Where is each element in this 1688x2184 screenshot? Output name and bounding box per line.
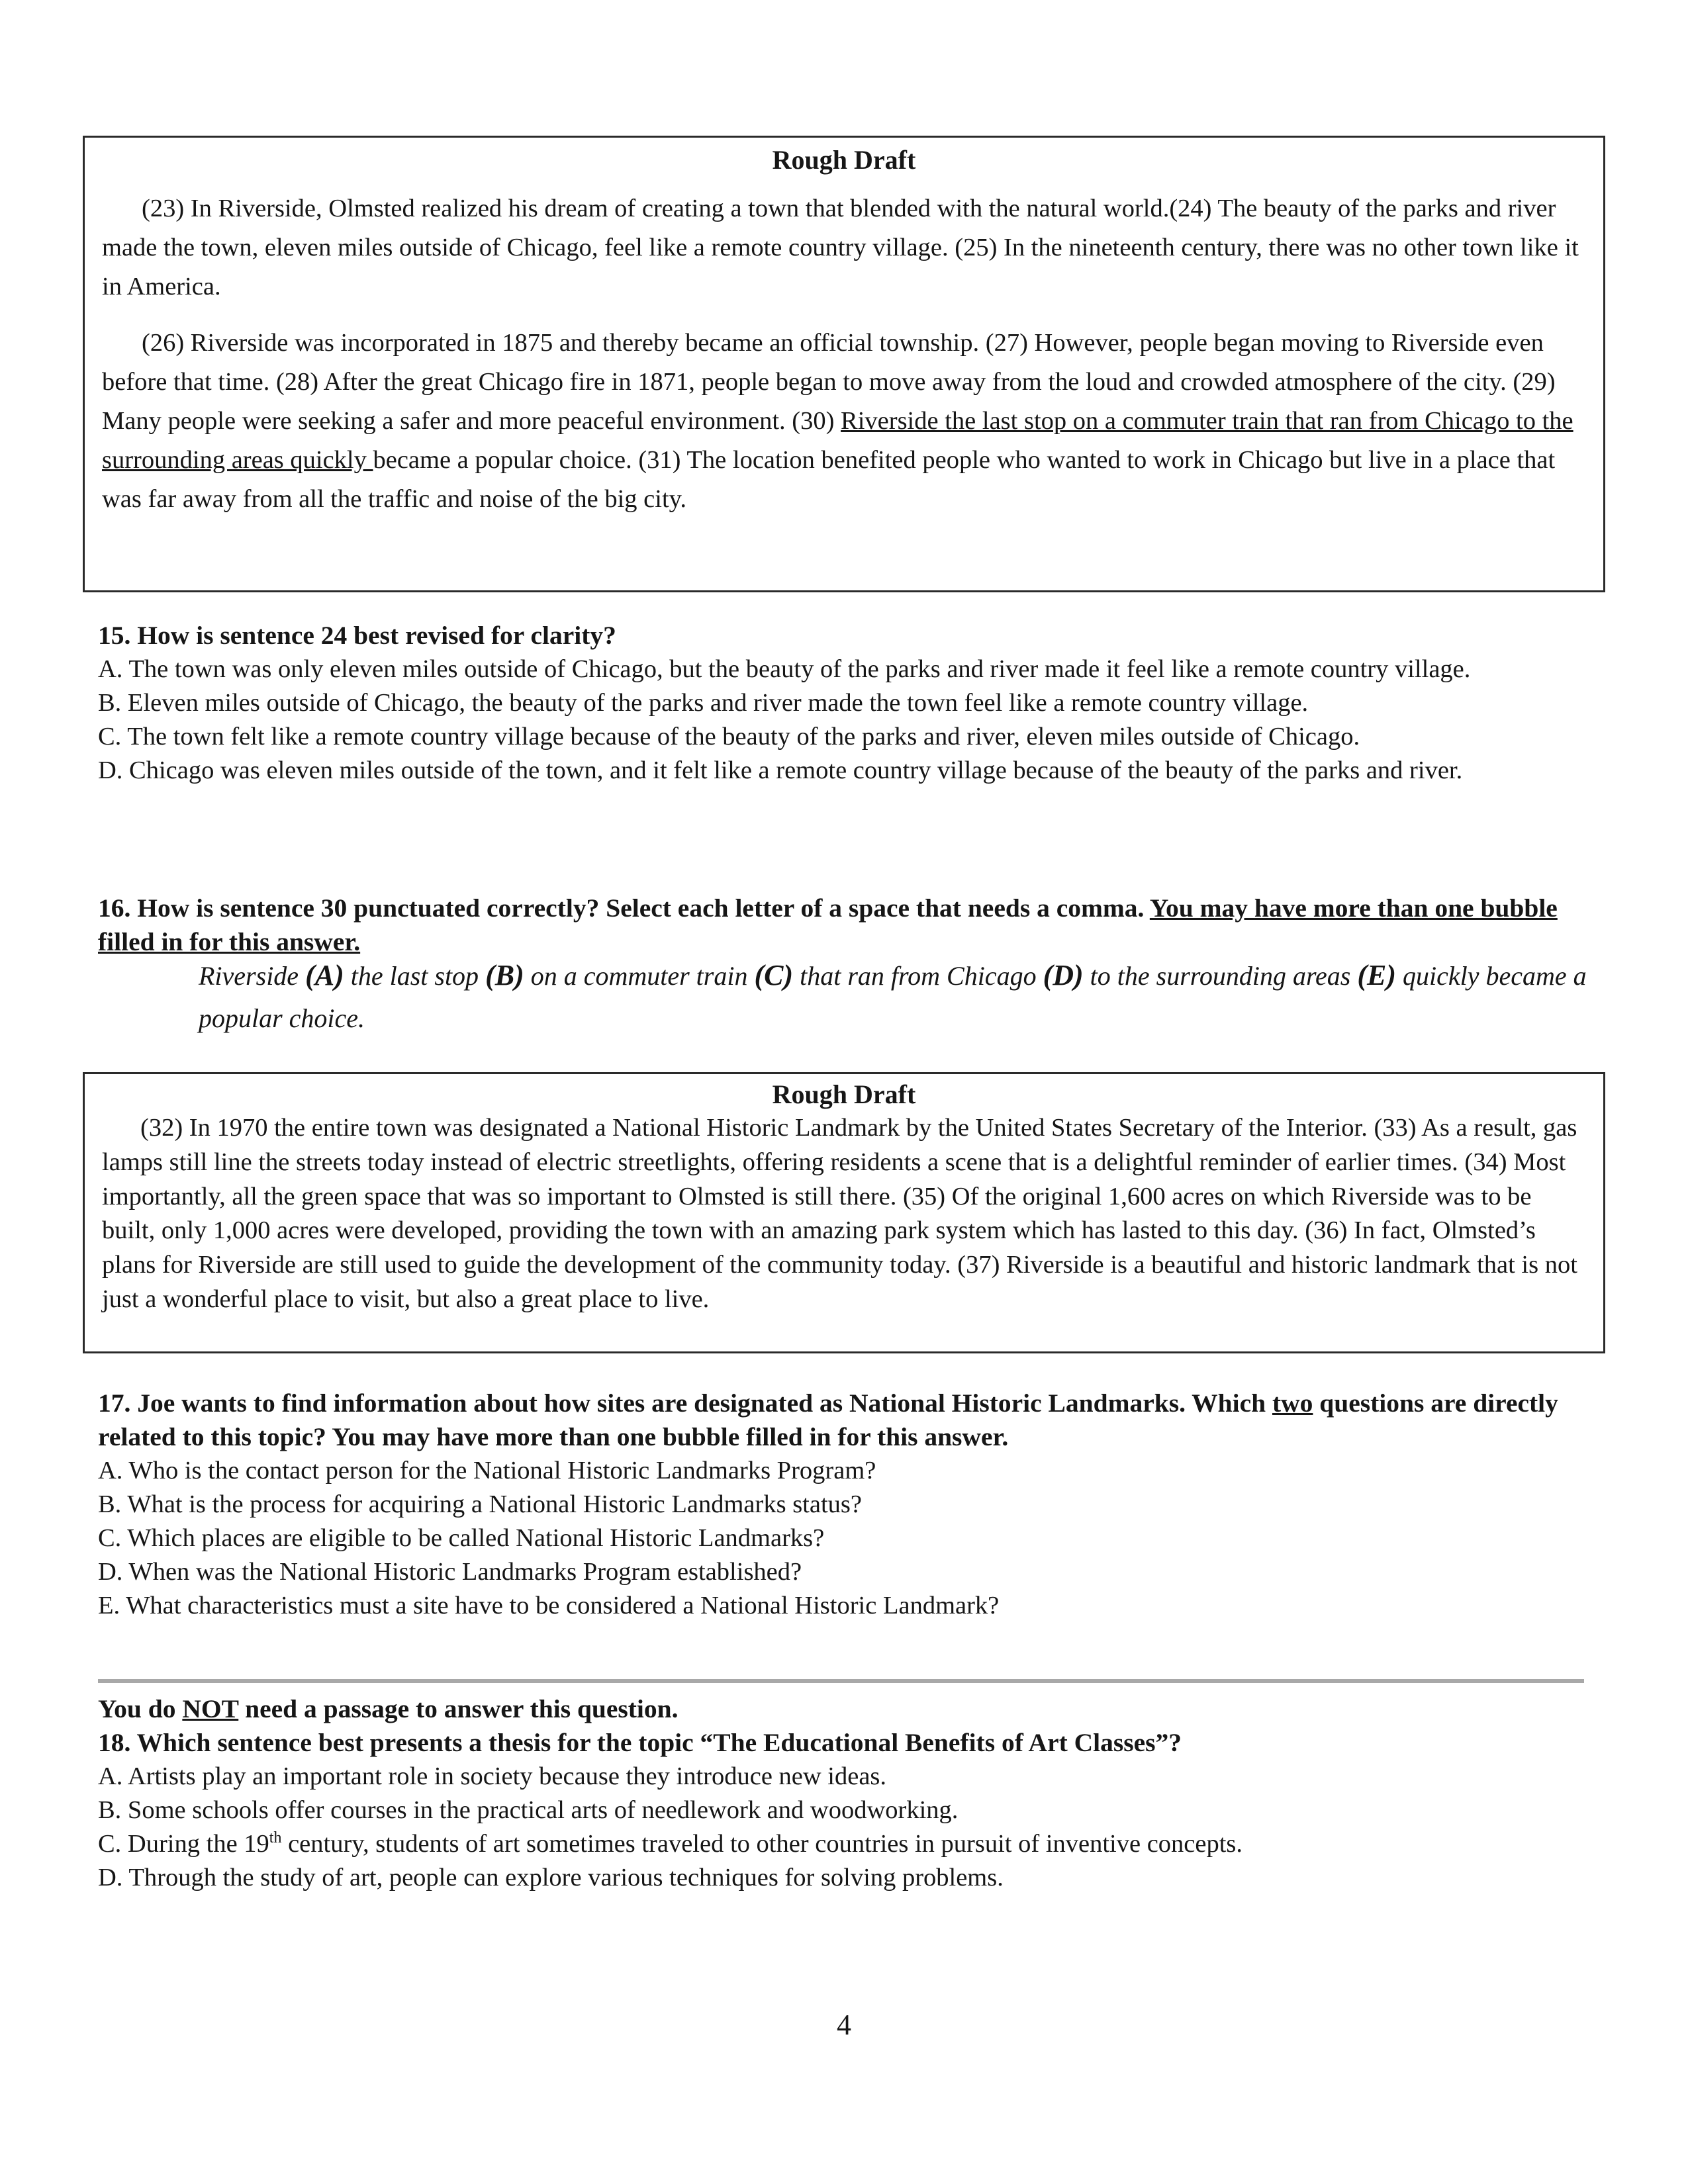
question-16	[98, 891, 1601, 959]
question-15	[98, 619, 1601, 788]
question-15-option-b[interactable]: B. Eleven miles outside of Chicago, the beauty of the parks and river made the town feel like a remote country village.	[98, 689, 1309, 717]
q18-opt-c-after: century, students of art sometimes traveled to other countries in pursuit of inventive concepts.	[281, 1830, 1243, 1858]
comma-space-c[interactable]: (C)	[754, 959, 794, 991]
draft1-p2-text-before: (26) Riverside was incorporated in 1875 and thereby became an official township. (27) However, people began moving to Riverside even before that time. (28) After the great Chicago fire in 1871, people began to move away from the loud and crowded atmosphere of the city. (29) Many people were seeking a safer and more peaceful environment. (30)	[102, 329, 1556, 435]
q16-text-6: quickly became a popular choice.	[199, 961, 1587, 1033]
draft2-paragraph-1: (32) In 1970 the entire town was designated a National Historic Landmark by the United States Secretary of the Interior. (33) As a result, gas lamps still line the streets today instead of electric streetlights, offering residents a scene that is a delightful reminder of earlier times. (34) Most importantly, all the green space that was so important to Olmsted is still there. (35) Of the original 1,600 acres on which Riverside was to be built, only 1,000 acres were developed, providing the town with an amazing park system which has lasted to this day. (36) In fact, Olmsted’s plans for Riverside are still used to guide the development of the community today. (37) Riverside is a beautiful and historic landmark that is not just a wonderful place to visit, but also a great place to live.	[102, 1114, 1577, 1313]
question-17-stem-text-before: 17. Joe wants to find information about how sites are designated as National Historic Landmarks. Which	[98, 1388, 1272, 1418]
question-15-option-a[interactable]: A. The town was only eleven miles outside of Chicago, but the beauty of the parks and river made it feel like a remote country village.	[98, 655, 1471, 683]
question-15-option-d[interactable]: D. Chicago was eleven miles outside of the town, and it felt like a remote country village because of the beauty of the parks and river.	[98, 756, 1463, 784]
q16-text-5: to the surrounding areas	[1083, 961, 1358, 991]
q18-opt-c-sup: th	[269, 1829, 282, 1847]
q16-text-4: that ran from Chicago	[793, 961, 1043, 991]
rough-draft-box-2	[83, 1072, 1605, 1353]
q18-opt-c-before: C. During the 19	[98, 1830, 269, 1858]
question-17-option-a[interactable]: A. Who is the contact person for the National Historic Landmarks Program?	[98, 1457, 876, 1484]
page-number: 4	[837, 2009, 851, 2041]
question-18-option-c[interactable]	[98, 1827, 1601, 1861]
question-18-option-a[interactable]: A. Artists play an important role in society because they introduce new ideas.	[98, 1762, 887, 1790]
rough-draft-title-1: Rough Draft	[772, 145, 916, 175]
question-17-stem	[98, 1387, 1601, 1454]
question-18-option-d[interactable]: D. Through the study of art, people can explore various techniques for solving problems.	[98, 1864, 1004, 1891]
question-17-option-d[interactable]: D. When was the National Historic Landmarks Program established?	[98, 1558, 802, 1586]
question-17-stem-text-after: questions are directly related to this topic? You may have more than one bubble filled in for this answer.	[98, 1388, 1558, 1451]
question-17-option-c[interactable]: C. Which places are eligible to be called National Historic Landmarks?	[98, 1524, 825, 1552]
rough-draft-title-2: Rough Draft	[772, 1079, 916, 1109]
comma-space-b[interactable]: (B)	[485, 959, 524, 991]
question-16-sentence	[199, 954, 1589, 1040]
question-17	[98, 1387, 1601, 1623]
sentence-30-underlined: Riverside the last stop on a commuter train that ran from Chicago to the surrounding areas quickly	[102, 407, 1573, 474]
comma-space-a[interactable]: (A)	[305, 959, 344, 991]
draft1-paragraph-1: (23) In Riverside, Olmsted realized his dream of creating a town that blended with the natural world.(24) The beauty of the parks and river made the town, eleven miles outside of Chicago, feel like a remote country village. (25) In the nineteenth century, there was no other town like it in America.	[102, 195, 1579, 300]
question-18	[98, 1692, 1601, 1895]
q16-text-2: the last stop	[344, 961, 486, 991]
question-17-option-b[interactable]: B. What is the process for acquiring a National Historic Landmarks status?	[98, 1490, 862, 1518]
rough-draft-box-1	[83, 136, 1605, 592]
question-18-option-b[interactable]: B. Some schools offer courses in the practical arts of needlework and woodworking.	[98, 1796, 959, 1824]
question-17-stem-underlined: two	[1272, 1388, 1313, 1418]
draft1-p2-text-after: became a popular choice. (31) The location benefited people who wanted to work in Chicago but live in a place that was far away from all the traffic and noise of the big city.	[102, 446, 1556, 513]
question-15-option-c[interactable]: C. The town felt like a remote country village because of the beauty of the parks and river, eleven miles outside of Chicago.	[98, 723, 1360, 751]
question-16-stem-text: 16. How is sentence 30 punctuated correctly? Select each letter of a space that needs a comma.	[98, 893, 1150, 923]
q18-note-after: need a passage to answer this question.	[238, 1694, 679, 1723]
question-16-stem	[98, 891, 1601, 959]
comma-space-d[interactable]: (D)	[1043, 959, 1084, 991]
q16-text-1: Riverside	[199, 961, 306, 991]
q18-note-before: You do	[98, 1694, 183, 1723]
draft1-paragraph-2	[102, 324, 1586, 519]
question-18-note	[98, 1692, 1601, 1726]
comma-space-e[interactable]: (E)	[1357, 959, 1397, 991]
q18-note-underlined: NOT	[182, 1694, 239, 1723]
q16-text-3: on a commuter train	[524, 961, 755, 991]
question-16-stem-underlined: You may have more than one bubble filled in for this answer.	[98, 893, 1558, 956]
question-18-stem: 18. Which sentence best presents a thesis for the topic “The Educational Benefits of Art Classes”?	[98, 1728, 1182, 1757]
section-divider	[98, 1679, 1584, 1683]
question-15-stem: 15. How is sentence 24 best revised for clarity?	[98, 621, 616, 650]
question-17-option-e[interactable]: E. What characteristics must a site have to be considered a National Historic Landmark?	[98, 1592, 1000, 1619]
